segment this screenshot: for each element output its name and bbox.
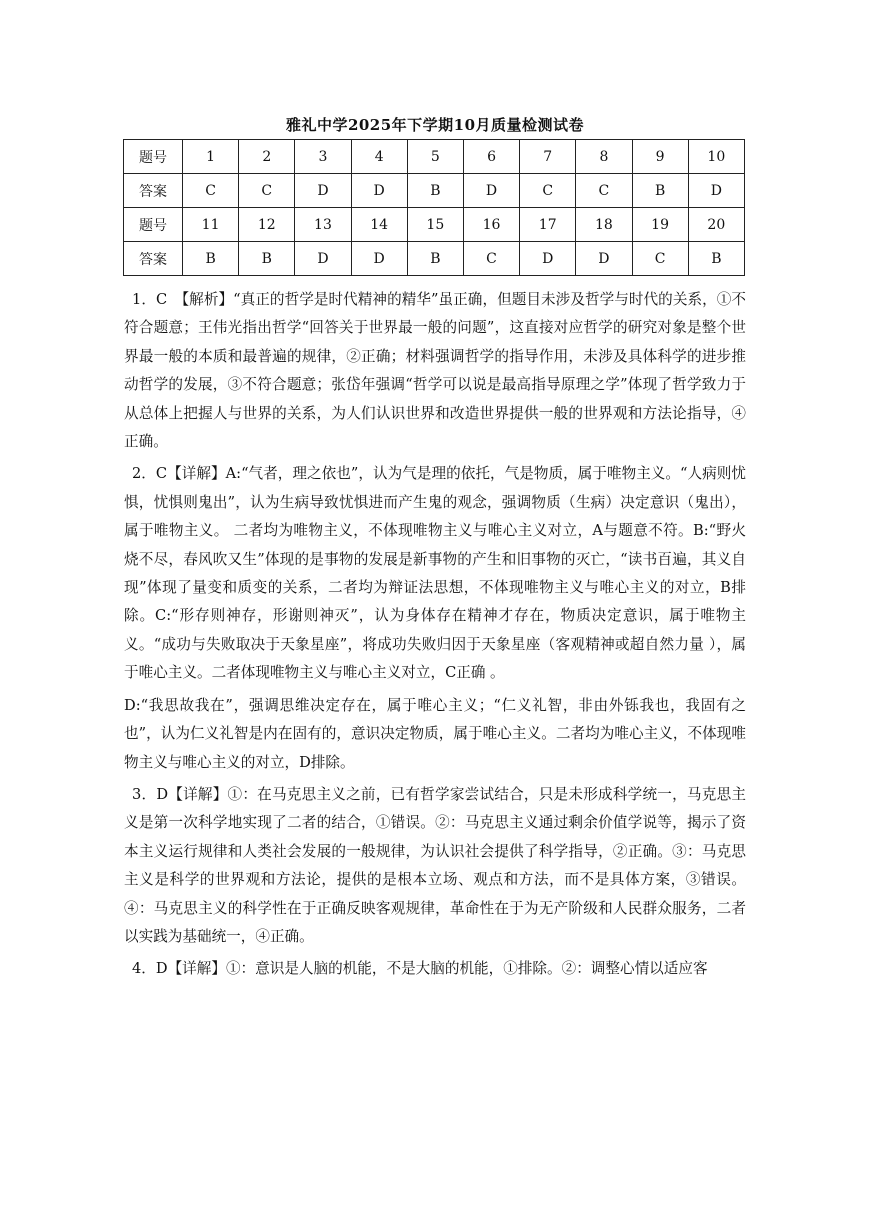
table-cell: D [688,174,744,208]
table-cell: D [520,242,576,276]
table-cell: C [463,242,519,276]
table-cell: 1 [183,140,239,174]
explanation-paragraph: 3．D【详解】①：在马克思主义之前，已有哲学家尝试结合，只是未形成科学统一，马克思主义是第一次科学地实现了二者的结合，①错误。②：马克思主义通过剩余价值学说等，揭示了资本主义运行规律和人类社会发展的一般规律，为认识社会提供了科学指导，②正确。③：马克思主义是科学的世界观和方法论，提供的是根本立场、观点和方法，而不是具体方案，③错误。④：马克思主义的科学性在于正确反映客观规律，革命性在于为无产阶级和人民群众服务，二者以实践为基础统一，④正确。 [124,785,746,945]
row-header: 题号 [124,208,183,242]
answer-table [123,139,745,276]
table-cell: D [295,174,351,208]
table-cell: 19 [632,208,688,242]
table-cell: 5 [407,140,463,174]
table-cell: 7 [520,140,576,174]
table-cell: B [407,174,463,208]
table-cell: 4 [351,140,407,174]
table-cell: B [183,242,239,276]
table-cell: 20 [688,208,744,242]
table-cell: 12 [239,208,295,242]
table-cell: 15 [407,208,463,242]
table-cell: B [239,242,295,276]
table-cell: D [576,242,632,276]
table-row [124,140,745,174]
table-cell: B [632,174,688,208]
table-row [124,208,745,242]
table-cell: 18 [576,208,632,242]
table-cell: 8 [576,140,632,174]
explanation-paragraph: 2．C【详解】A:“气者，理之依也”，认为气是理的依托，气是物质，属于唯物主义。“人病则忧惧，忧惧则鬼出”，认为生病导致忧惧进而产生鬼的观念，强调物质（生病）决定意识（鬼出），属于唯物主义。 二者均为唯物主义，不体现唯物主义与唯心主义对立，A与题意不符。B:“野火烧不尽，春风吹又生”体现的是事物的发展是新事物的产生和旧事物的灭亡，“读书百遍，其义自现”体现了量变和质变的关系，二者均为辩证法思想，不体现唯物主义与唯心主义的对立，B排除。C:“形存则神存，形谢则神灭”，认为身体存在精神才存在，物质决定意识，属于唯物主义。“成功与失败取决于天象星座”，将成功失败归因于天象星座（客观精神或超自然力量 ），属于唯心主义。二者体现唯物主义与唯心主义对立，C正确 。 [124,465,746,682]
table-cell: C [183,174,239,208]
table-cell: 14 [351,208,407,242]
row-header: 答案 [124,174,183,208]
table-cell: D [463,174,519,208]
table-row [124,174,745,208]
page-title: 雅礼中学2025年下学期10月质量检测试卷 [285,116,585,134]
table-cell: 9 [632,140,688,174]
explanation-paragraph: D:“我思故我在”，强调思维决定存在，属于唯心主义；“仁义礼智，非由外铄我也，我固有之也”，认为仁义礼智是内在固有的，意识决定物质，属于唯心主义。二者均为唯心主义，不体现唯物主义与唯心主义的对立，D排除。 [124,696,746,771]
table-cell: D [351,242,407,276]
table-cell: C [239,174,295,208]
table-cell: 16 [463,208,519,242]
table-cell: D [295,242,351,276]
explanation-paragraph: 4．D【详解】①：意识是人脑的机能，不是大脑的机能，①排除。②：调整心情以适应客 [132,960,708,978]
table-row [124,242,745,276]
table-cell: C [632,242,688,276]
table-cell: 6 [463,140,519,174]
table-cell: B [407,242,463,276]
table-cell: 2 [239,140,295,174]
row-header: 题号 [124,140,183,174]
explanations [124,286,746,988]
table-cell: 3 [295,140,351,174]
row-header: 答案 [124,242,183,276]
table-cell: 11 [183,208,239,242]
table-cell: 10 [688,140,744,174]
table-cell: B [688,242,744,276]
table-cell: C [520,174,576,208]
table-cell: 17 [520,208,576,242]
table-cell: 13 [295,208,351,242]
table-cell: D [351,174,407,208]
explanation-paragraph: 1．C 【解析】“真正的哲学是时代精神的精华”虽正确，但题目未涉及哲学与时代的关系，①不符合题意；王伟光指出哲学“回答关于世界最一般的问题”，这直接对应哲学的研究对象是整个世界最一般的本质和最普遍的规律，②正确；材料强调哲学的指导作用，未涉及具体科学的进步推动哲学的发展，③不符合题意；张岱年强调“哲学可以说是最高指导原理之学”体现了哲学致力于从总体上把握人与世界的关系，为人们认识世界和改造世界提供一般的世界观和方法论指导，④正确。 [124,291,746,451]
table-cell: C [576,174,632,208]
